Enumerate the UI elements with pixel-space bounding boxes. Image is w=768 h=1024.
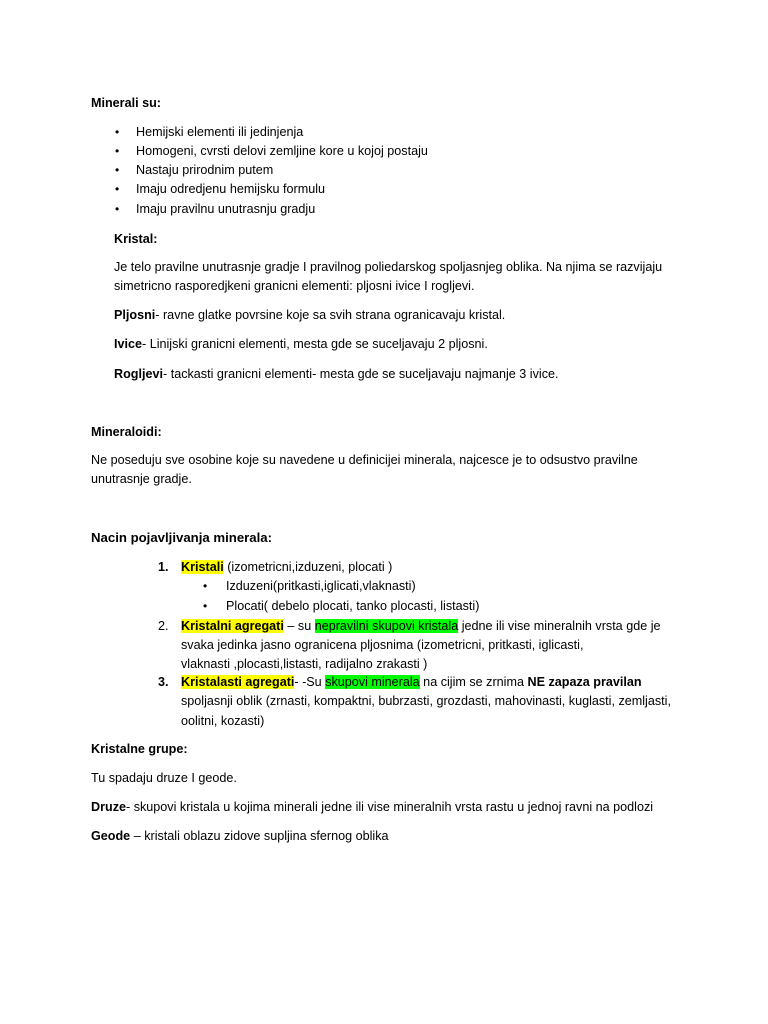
mineraloidi-definition-line: Ne poseduju sve osobine koje su navedene u definicijei minerala, najcesce je to odsustvo pravilne <box>91 453 638 467</box>
kristalni-agregati-text: jedne ili vise mineralnih vrsta gde je <box>458 619 661 633</box>
kristalasti-agregati-line: spoljasnji oblik (zrnasti, kompaktni, bubrzasti, grozdasti, mahovinasti, kuglasti, zemljasti, <box>181 694 671 708</box>
rogljevi-definition <box>114 366 559 382</box>
pljosni-definition <box>114 307 505 323</box>
ivice-definition <box>114 336 488 352</box>
bullet-icon: • <box>115 125 120 139</box>
item-kristali <box>181 559 392 575</box>
geode-definition <box>91 828 389 844</box>
kristalasti-agregati-highlight: skupovi minerala <box>325 675 420 689</box>
kristalasti-agregati-line: oolitni, kozasti) <box>181 714 265 728</box>
kristal-heading: Kristal: <box>114 232 158 246</box>
kristal-definition-line: Je telo pravilne unutrasnje gradje I pravilnog poliedarskog spoljasnjeg oblika. Na njima se razvijaju <box>114 260 663 274</box>
geode-text: – kristali oblazu zidove supljina sfernog oblika <box>130 829 389 843</box>
kristalni-agregati-term: Kristalni agregati <box>181 619 284 633</box>
minerali-item: Nastaju prirodnim putem <box>136 163 274 177</box>
druze-text: - skupovi kristala u kojima minerali jedne ili vise mineralnih vrsta rastu u jednoj ravni na podlozi <box>126 800 654 814</box>
rogljevi-term: Rogljevi <box>114 367 163 381</box>
kristalasti-agregati-text: na cijim se zrnima <box>419 675 528 689</box>
bullet-icon: • <box>115 182 120 196</box>
geode-term: Geode <box>91 829 131 843</box>
item-kristalasti-agregati <box>181 674 642 690</box>
pljosni-text: - ravne glatke povrsine koje sa svih strana ogranicavaju kristal. <box>155 308 506 322</box>
bullet-icon: • <box>115 163 120 177</box>
kristali-text: (izometricni,izduzeni, plocati ) <box>223 560 393 574</box>
minerali-item: Hemijski elementi ili jedinjenja <box>136 125 304 139</box>
mineraloidi-heading: Mineraloidi: <box>91 425 162 439</box>
kristalasti-agregati-bold: NE zapaza pravilan <box>527 675 642 689</box>
bullet-icon: • <box>115 144 120 158</box>
heading-minerali: Minerali su: <box>91 96 161 110</box>
minerali-item: Imaju odredjenu hemijsku formulu <box>136 182 325 196</box>
bullet-icon: • <box>115 202 120 216</box>
bullet-icon: • <box>203 579 208 593</box>
kristalni-agregati-highlight: nepravilni skupovi kristala <box>314 619 459 633</box>
nacin-heading: Nacin pojavljivanja minerala: <box>91 530 273 545</box>
kristalne-grupe-definition: Tu spadaju druze I geode. <box>91 771 237 785</box>
minerali-item: Homogeni, cvrsti delovi zemljine kore u kojoj postaju <box>136 144 428 158</box>
kristali-subitem: Izduzeni(pritkasti,iglicati,vlaknasti) <box>226 579 416 593</box>
kristalni-agregati-line: svaka jedinka jasno ogranicena pljosnima (izometricni, pritkasti, iglicasti, <box>181 638 584 652</box>
kristali-subitem: Plocati( debelo plocati, tanko plocasti, listasti) <box>226 599 480 613</box>
kristalasti-agregati-dash: - -Su <box>294 675 326 689</box>
list-number: 2. <box>158 619 169 633</box>
kristal-definition-line: simetricno rasporedjkeni granicni elementi: pljosni ivice I rogljevi. <box>114 279 475 293</box>
rogljevi-text: - tackasti granicni elementi- mesta gde se suceljavaju najmanje 3 ivice. <box>163 367 559 381</box>
mineraloidi-definition-line: unutrasnje gradje. <box>91 472 192 486</box>
kristali-term: Kristali <box>181 560 224 574</box>
ivice-term: Ivice <box>114 337 143 351</box>
list-number: 3. <box>158 675 169 689</box>
druze-term: Druze <box>91 800 126 814</box>
kristalni-agregati-dash: – su <box>283 619 315 633</box>
ivice-text: - Linijski granicni elementi, mesta gde se suceljavaju 2 pljosni. <box>142 337 488 351</box>
druze-definition <box>91 799 653 815</box>
pljosni-term: Pljosni <box>114 308 156 322</box>
kristalasti-agregati-term: Kristalasti agregati <box>181 675 295 689</box>
list-number: 1. <box>158 560 169 574</box>
item-kristalni-agregati <box>181 618 661 634</box>
bullet-icon: • <box>203 599 208 613</box>
kristalni-agregati-line: vlaknasti ,plocasti,listasti, radijalno zrakasti ) <box>181 657 428 671</box>
minerali-item: Imaju pravilnu unutrasnju gradju <box>136 202 316 216</box>
kristalne-grupe-heading: Kristalne grupe: <box>91 742 188 756</box>
